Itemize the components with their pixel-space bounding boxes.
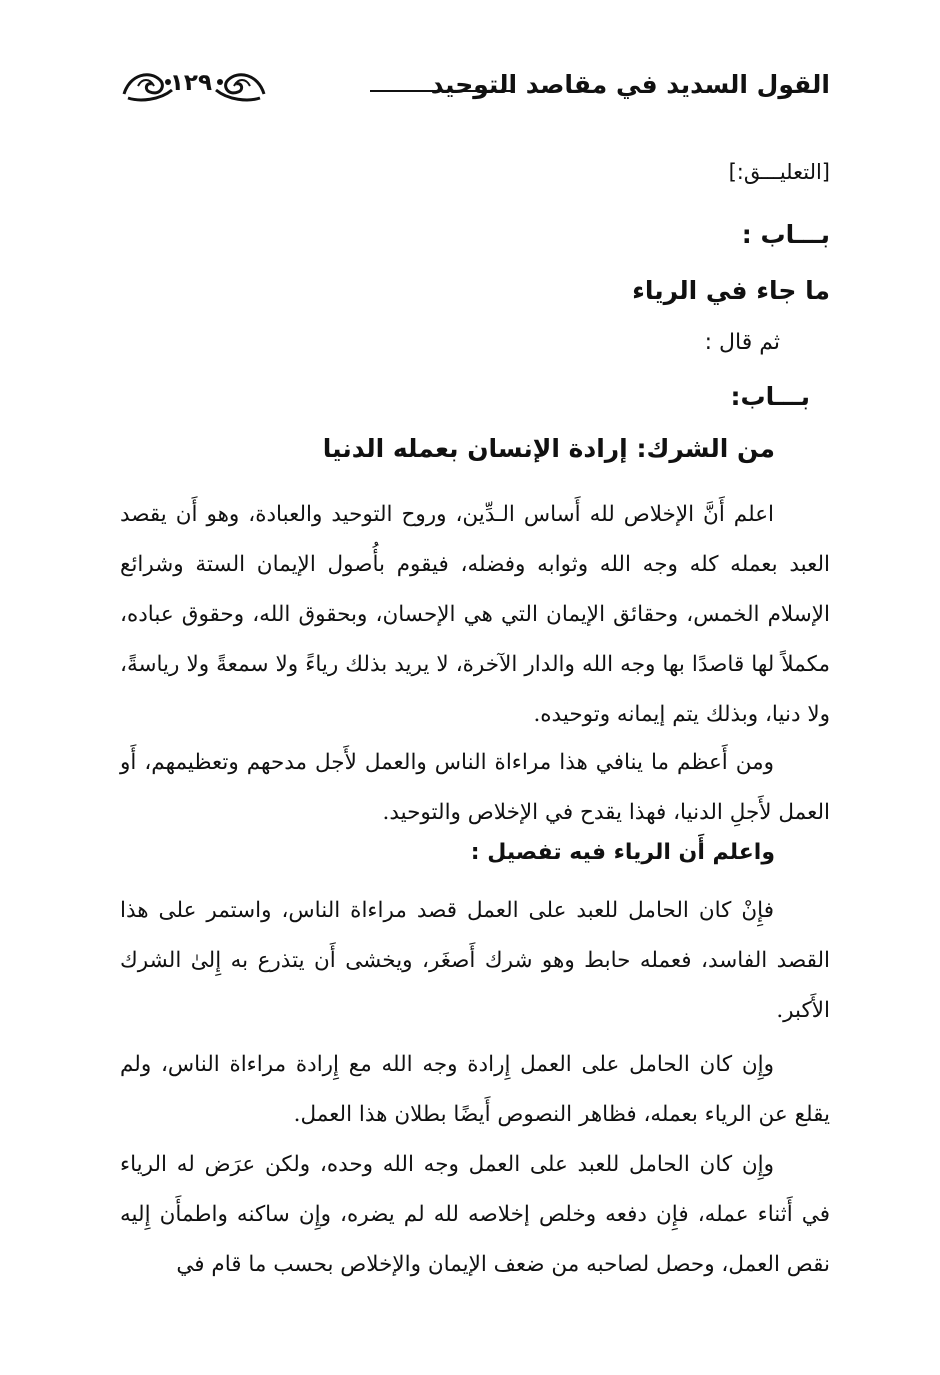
paragraph-case-1: فإِنْ كان الحامل للعبد على العمل قصد مراءاة الناس، واستمر على هذا القصد الفاسد، فعمله حابط وهو شرك أَصغَر، ويخشى أَن يتذرع به إِلىٰ الشرك الأَكبر. (120, 898, 830, 1023)
page-number-group (120, 62, 270, 112)
paragraph-case-3: وإِن كان الحامل للعبد على العمل وجه الله وحده، ولكن عرَض له الرياء في أَثناء عمله، فإِن دفعه وخلص إخلاصه لله لم يضره، وإِن ساكنه واطمأَن إِليه نقص العمل، وحصل لصاحبه من ضعف الإيمان والإخلاص بحسب ما قام في (120, 1152, 830, 1277)
floral-ornament-icon (212, 68, 268, 102)
running-title: القول السديد في مقاصد التوحيد (430, 70, 830, 99)
floral-ornament-icon (120, 68, 176, 102)
commentary-label: [التعليـــق:] (728, 160, 830, 184)
subheading-tafsil: واعلم أَن الرياء فيه تفصيل : (470, 840, 775, 865)
page-header (120, 62, 830, 118)
chapter-heading-bab-2: بـــاب: (730, 382, 810, 411)
chapter-heading-bab: بـــاب : (741, 220, 830, 249)
chapter-title-shirk: من الشرك: إرادة الإنسان بعمله الدنيا (322, 434, 775, 463)
header-rule (370, 90, 512, 92)
paragraph-ikhlas: اعلم أَنَّ الإخلاص لله أَساس الـدِّين، وروح التوحيد والعبادة، وهو أَن يقصد العبد بعمله كله وجه الله وثوابه وفضله، فيقوم بأُصول الإيمان الستة وشرائع الإسلام الخمس، وحقائق الإيمان التي هي الإحسان، وبحقوق الله، وحقوق عباده، مكملاً لها قاصدًا بها وجه الله والدار الآخرة، لا يريد بذلك رياءً ولا سمعةً ولا رياسةً، ولا دنيا، وبذلك يتم إيمانه وتوحيده. (120, 502, 830, 727)
page-number: ١٢٩ (169, 70, 212, 96)
paragraph-case-2: وإِن كان الحامل على العمل إِرادة وجه الله مع إِرادة مراءاة الناس، ولم يقلع عن الرياء بعمله، فظاهر النصوص أَيضًا بطلان هذا العمل. (120, 1052, 830, 1127)
transition-text: ثم قال : (704, 330, 780, 355)
paragraph-murata: ومن أَعظم ما ينافي هذا مراءاة الناس والعمل لأَجل مدحهم وتعظيمهم، أَو العمل لأَجلِ الدنيا، فهذا يقدح في الإخلاص والتوحيد. (120, 750, 830, 825)
chapter-title-riya: ما جاء في الرياء (632, 276, 830, 305)
